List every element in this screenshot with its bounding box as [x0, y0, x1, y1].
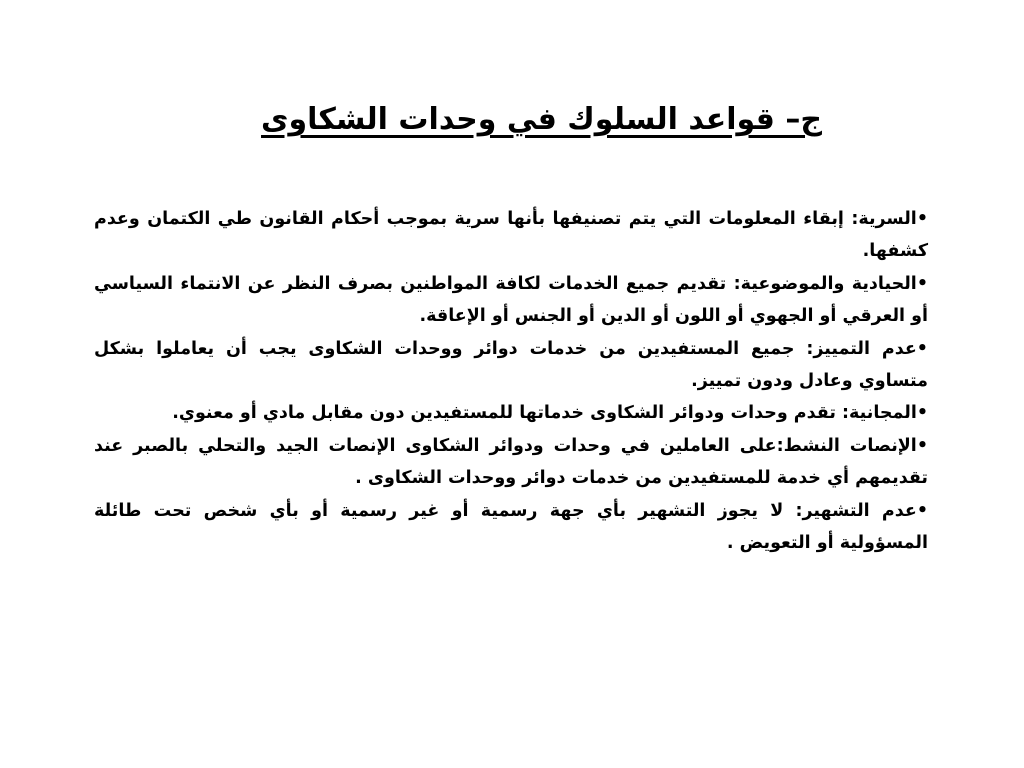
- rule-text: : جميع المستفيدين من خدمات دوائر ووحدات الشكاوى يجب أن يعاملوا بشكل متساوي وعادل ودون تمييز.: [94, 338, 928, 392]
- rule-term: عدم التشهير: [802, 500, 917, 521]
- rule-neutrality: [94, 268, 928, 333]
- rule-term: المجانية: [849, 403, 917, 424]
- bullet-icon: [917, 339, 928, 359]
- rule-term: الإنصات النشط: [783, 435, 917, 456]
- rule-text: : لا يجوز التشهير بأي جهة رسمية أو غير رسمية أو بأي شخص تحت طائلة المسؤولية أو التعويض .: [94, 500, 928, 554]
- rule-non-discrimination: [94, 333, 928, 398]
- rule-term: عدم التمييز: [813, 338, 917, 359]
- rule-no-defamation: [94, 495, 928, 560]
- rule-free-of-charge: [94, 397, 928, 429]
- slide-title: ج– قواعد السلوك في وحدات الشكاوى: [261, 102, 822, 137]
- rule-term: السرية: [858, 209, 917, 229]
- rule-active-listening: [94, 430, 928, 495]
- rule-confidentiality: [94, 203, 928, 268]
- bullet-icon: [917, 209, 928, 229]
- bullet-icon: [917, 274, 928, 294]
- rule-text: : إبقاء المعلومات التي يتم تصنيفها بأنها سرية بموجب أحكام القانون طي الكتمان وعدم كشفها.: [94, 209, 928, 262]
- bullet-icon: [917, 436, 928, 456]
- bullet-icon: [917, 501, 928, 521]
- bullet-icon: [917, 403, 928, 423]
- rule-text: : تقديم جميع الخدمات لكافة المواطنين بصرف النظر عن الانتماء السياسي أو العرقي أو الجهوي أو اللون أو الدين أو الجنس أو الإعاقة.: [94, 273, 928, 327]
- rule-text: :على العاملين في وحدات ودوائر الشكاوى الإنصات الجيد والتحلي بالصبر عند تقديمهم أي خدمة للمستفيدين من خدمات دوائر ووحدات الشكاوى .: [94, 435, 928, 489]
- rule-text: : تقدم وحدات ودوائر الشكاوى خدماتها للمستفيدين دون مقابل مادي أو معنوي.: [172, 403, 849, 424]
- rules-list: [94, 203, 928, 559]
- rule-term: الحيادية والموضوعية: [740, 273, 917, 294]
